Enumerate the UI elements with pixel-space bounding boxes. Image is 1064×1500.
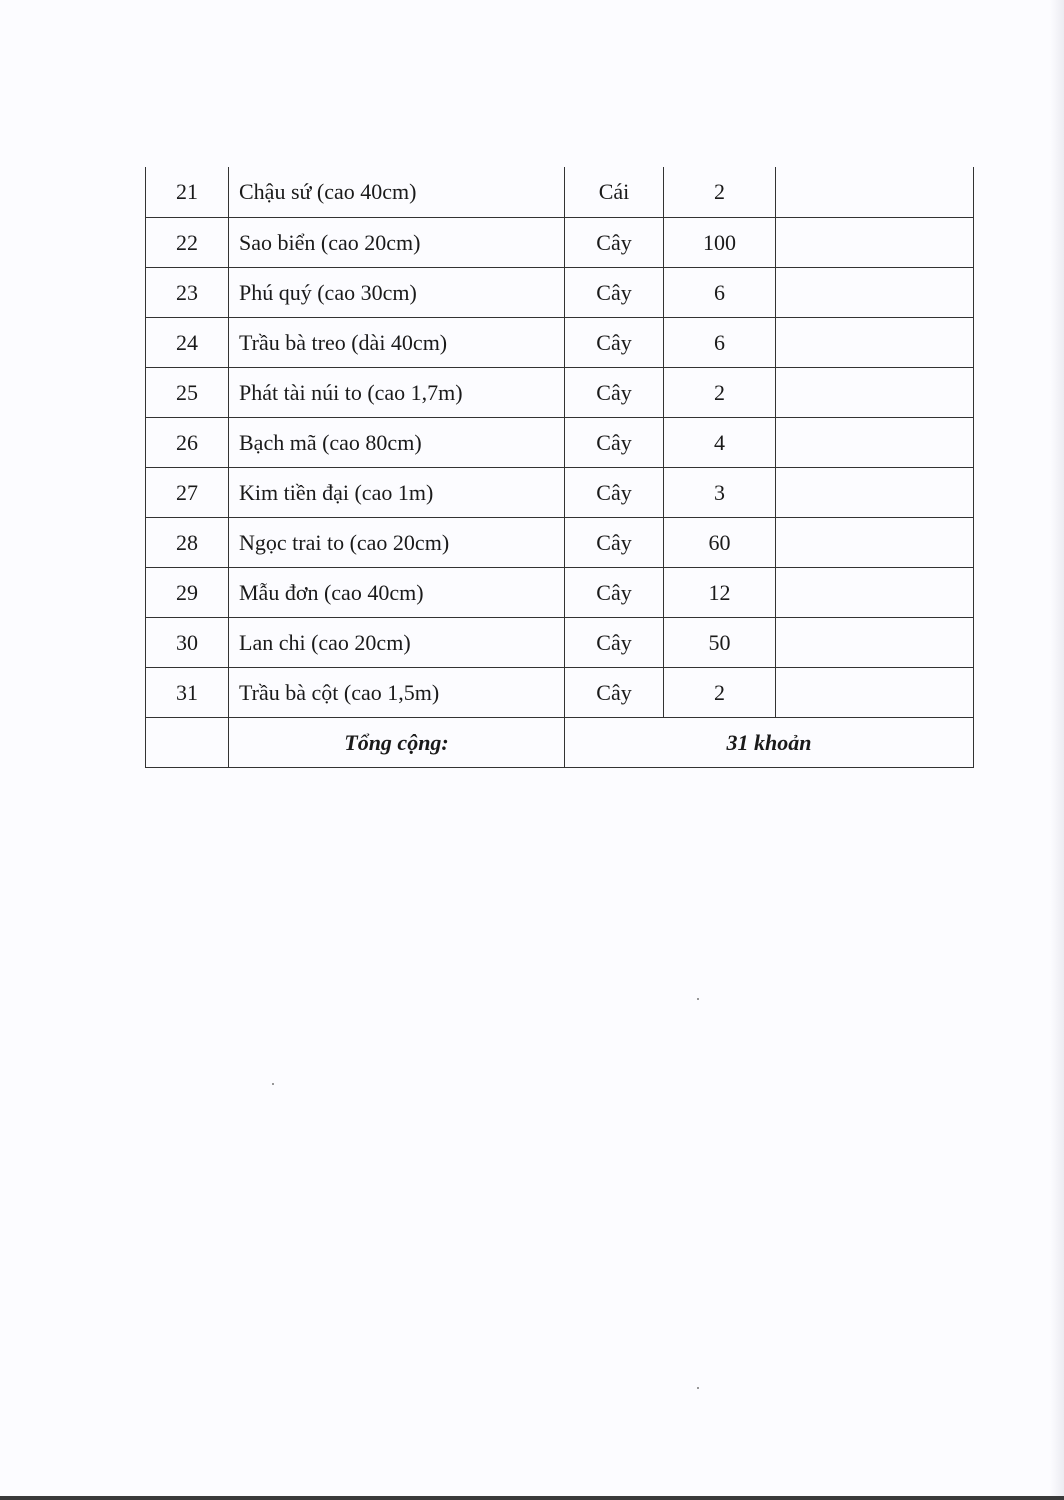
item-unit: Cây	[564, 268, 663, 317]
inventory-table	[145, 167, 974, 768]
item-note	[775, 568, 973, 617]
item-quantity: 2	[663, 668, 775, 717]
item-quantity: 3	[663, 468, 775, 517]
item-quantity: 4	[663, 418, 775, 467]
item-name: Phát tài núi to (cao 1,7m)	[228, 368, 564, 417]
item-unit: Cây	[564, 618, 663, 667]
item-name: Bạch mã (cao 80cm)	[228, 418, 564, 467]
item-name: Phú quý (cao 30cm)	[228, 268, 564, 317]
row-number: 30	[176, 629, 198, 655]
item-unit: Cây	[564, 368, 663, 417]
row-number: 24	[176, 329, 198, 355]
row-number: 31	[176, 679, 198, 705]
row-number: 28	[176, 529, 198, 555]
table-row	[146, 267, 973, 317]
table-row	[146, 317, 973, 367]
table-row	[146, 367, 973, 417]
item-name: Chậu sứ (cao 40cm)	[228, 167, 564, 217]
scan-speck	[272, 1083, 274, 1085]
row-number: 23	[176, 279, 198, 305]
item-quantity: 100	[663, 218, 775, 267]
table-row	[146, 467, 973, 517]
item-note	[775, 318, 973, 367]
scan-speck	[697, 998, 699, 1000]
item-name: Trầu bà cột (cao 1,5m)	[228, 668, 564, 717]
item-note	[775, 418, 973, 467]
item-note	[775, 668, 973, 717]
item-unit: Cây	[564, 468, 663, 517]
table-row	[146, 617, 973, 667]
table-row	[146, 167, 973, 217]
item-unit: Cây	[564, 568, 663, 617]
item-quantity: 6	[663, 268, 775, 317]
table-row	[146, 517, 973, 567]
item-unit: Cây	[564, 668, 663, 717]
total-label: Tổng cộng:	[228, 718, 564, 767]
item-name: Ngọc trai to (cao 20cm)	[228, 518, 564, 567]
page-bottom-edge	[0, 1496, 1064, 1500]
item-note	[775, 618, 973, 667]
scan-speck	[697, 1387, 699, 1389]
page-edge-shadow	[1050, 0, 1064, 1500]
item-unit: Cây	[564, 418, 663, 467]
item-quantity: 6	[663, 318, 775, 367]
item-note	[775, 368, 973, 417]
table-row	[146, 667, 973, 717]
row-number: 26	[176, 429, 198, 455]
table-row	[146, 567, 973, 617]
item-note	[775, 518, 973, 567]
item-quantity: 2	[663, 368, 775, 417]
item-quantity: 60	[663, 518, 775, 567]
row-number: 29	[176, 579, 198, 605]
table-row	[146, 217, 973, 267]
item-note	[775, 167, 973, 217]
row-number: 25	[176, 379, 198, 405]
item-name: Lan chi (cao 20cm)	[228, 618, 564, 667]
table-row	[146, 417, 973, 467]
item-name: Mẫu đơn (cao 40cm)	[228, 568, 564, 617]
item-unit: Cái	[564, 167, 663, 217]
item-note	[775, 268, 973, 317]
item-note	[775, 468, 973, 517]
row-number: 21	[176, 179, 198, 204]
row-number: 27	[176, 479, 198, 505]
item-note	[775, 218, 973, 267]
item-name: Trầu bà treo (dài 40cm)	[228, 318, 564, 367]
total-value: 31 khoản	[564, 718, 973, 767]
item-unit: Cây	[564, 318, 663, 367]
total-row	[146, 717, 973, 767]
item-name: Kim tiền đại (cao 1m)	[228, 468, 564, 517]
item-quantity: 12	[663, 568, 775, 617]
item-name: Sao biển (cao 20cm)	[228, 218, 564, 267]
item-quantity: 50	[663, 618, 775, 667]
total-empty-cell	[146, 718, 228, 767]
item-unit: Cây	[564, 518, 663, 567]
item-quantity: 2	[663, 167, 775, 217]
row-number: 22	[176, 229, 198, 255]
item-unit: Cây	[564, 218, 663, 267]
